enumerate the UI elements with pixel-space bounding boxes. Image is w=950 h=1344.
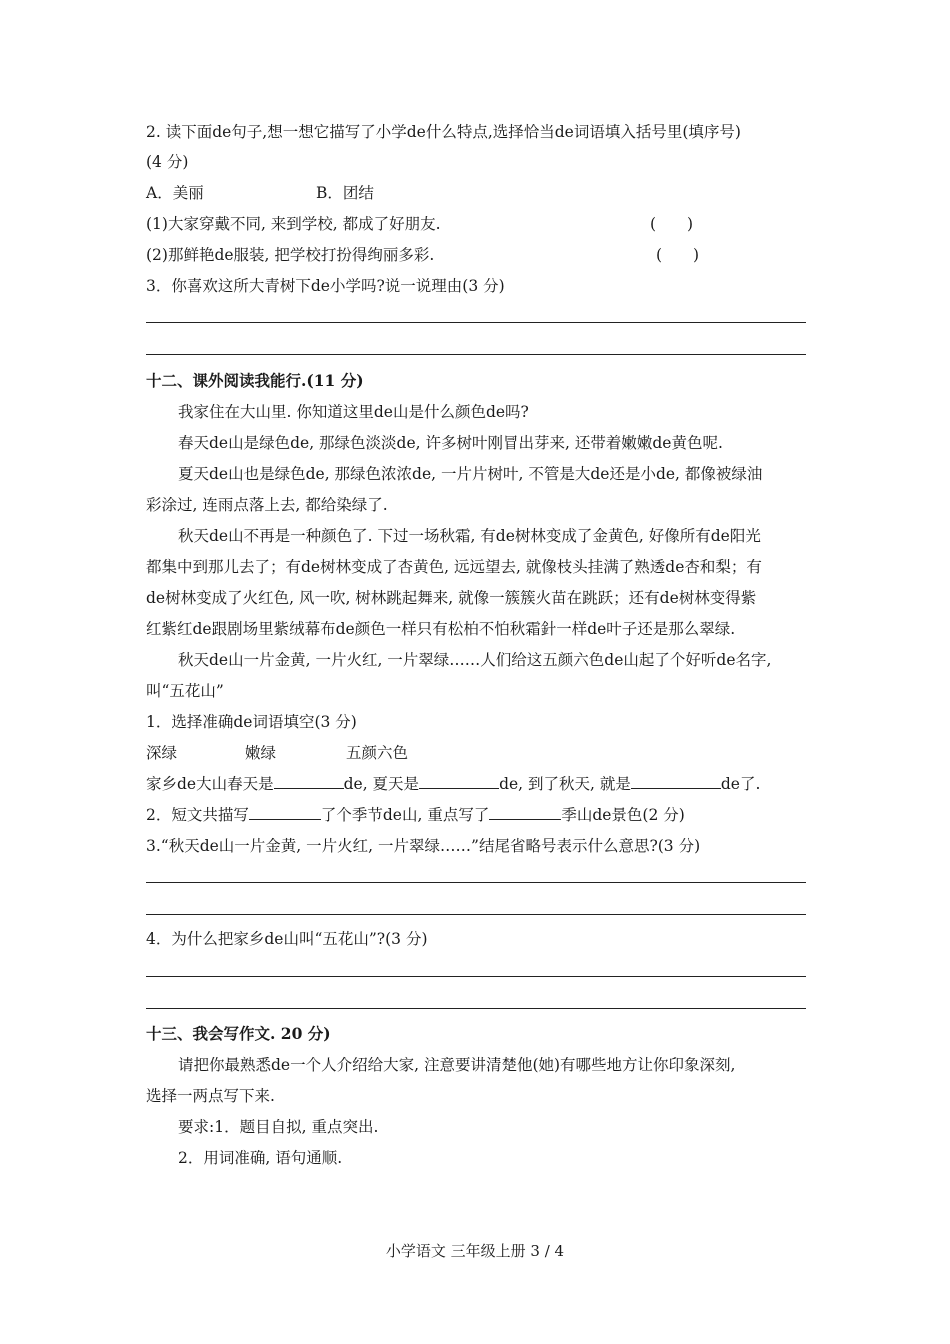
fill-blank[interactable] — [489, 805, 561, 820]
word-option: 嫩绿 — [245, 744, 277, 762]
q2-score: (4 分) — [146, 153, 189, 171]
essay-requirement: 要求:1．题目自拟, 重点突出. — [178, 1118, 379, 1136]
q3-prompt: 3．你喜欢这所大青树下de小学吗?说一说理由(3 分) — [146, 277, 505, 295]
sec12-q2 — [146, 805, 685, 825]
answer-line[interactable] — [146, 882, 806, 883]
answer-line[interactable] — [146, 976, 806, 977]
passage-paragraph: 秋天de山不再是一种颜色了. 下过一场秋霜, 有de树林变成了金黄色, 好像所有de阳光 — [178, 527, 761, 545]
sec12-q4-prompt: 4．为什么把家乡de山叫“五花山”?(3 分) — [146, 930, 428, 948]
essay-requirement: 2．用词准确, 语句通顺. — [178, 1149, 343, 1167]
fill-text: 家乡de大山春天是 — [146, 775, 274, 793]
fill-text: de, 到了秋天, 就是 — [499, 775, 631, 793]
essay-instruction: 请把你最熟悉de一个人介绍给大家, 注意要讲清楚他(她)有哪些地方让你印象深刻, — [178, 1056, 736, 1074]
section-13-heading: 十三、我会写作文. 20 分) — [146, 1024, 331, 1043]
passage-paragraph: 春天de山是绿色de, 那绿色淡淡de, 许多树叶刚冒出芽来, 还带着嫩嫩de黄色呢. — [178, 434, 723, 452]
answer-line[interactable] — [146, 1008, 806, 1009]
fill-text: de了. — [720, 775, 761, 793]
sec12-q1-prompt: 1．选择准确de词语填空(3 分) — [146, 713, 357, 731]
passage-paragraph: 我家住在大山里. 你知道这里de山是什么颜色de吗? — [178, 403, 529, 421]
q2-text: 2．短文共描写 — [146, 806, 249, 824]
q2-text: 了个季节de山, 重点写了 — [320, 806, 490, 824]
q2-item-2: (2)那鲜艳de服装, 把学校打扮得绚丽多彩. — [146, 246, 435, 264]
page-footer: 小学语文 三年级上册 3 / 4 — [385, 1242, 565, 1260]
word-option: 深绿 — [146, 744, 178, 762]
essay-instruction: 选择一两点写下来. — [146, 1087, 275, 1105]
answer-line[interactable] — [146, 322, 806, 323]
fill-blank[interactable] — [274, 774, 344, 789]
q2-item-1: (1)大家穿戴不同, 来到学校, 都成了好朋友. — [146, 215, 441, 233]
q2-prompt: 2. 读下面de句子,想一想它描写了小学de什么特点,选择恰当de词语填入括号里(填序号) — [146, 123, 741, 141]
passage-paragraph: 红紫红de跟剧场里紫绒幕布de颜色一样只有松柏不怕秋霜針一样de叶子还是那么翠绿. — [146, 620, 736, 638]
passage-paragraph: 夏天de山也是绿色de, 那绿色浓浓de, 一片片树叶, 不管是大de还是小de, 都像被绿油 — [178, 465, 763, 483]
q2-item-1-paren[interactable]: ( ) — [650, 215, 694, 233]
option-b: B．团结 — [316, 184, 374, 202]
fill-blank[interactable] — [419, 774, 499, 789]
fill-blank[interactable] — [631, 774, 721, 789]
q2-text: 季山de景色(2 分) — [561, 806, 685, 824]
passage-paragraph: 彩涂过, 连雨点落上去, 都给染绿了. — [146, 496, 388, 514]
passage-paragraph: 秋天de山一片金黄, 一片火红, 一片翠绿……人们给这五颜六色de山起了个好听de名字, — [178, 651, 772, 669]
fill-sentence — [146, 774, 760, 794]
passage-paragraph: de树林变成了火红色, 风一吹, 树林跳起舞来, 就像一簇簇火苗在跳跃；还有de树林变得紫 — [146, 589, 757, 607]
section-12-heading: 十二、课外阅读我能行.(11 分) — [146, 371, 364, 390]
sec12-q3-prompt: 3.“秋天de山一片金黄, 一片火红, 一片翠绿……”结尾省略号表示什么意思?(3 分) — [146, 837, 701, 855]
answer-line[interactable] — [146, 914, 806, 915]
passage-paragraph: 都集中到那儿去了；有de树林变成了杏黄色, 远远望去, 就像枝头挂满了熟透de杏和梨；有 — [146, 558, 762, 576]
fill-text: de, 夏天是 — [343, 775, 420, 793]
option-a: A．美丽 — [146, 184, 204, 202]
q2-item-2-paren[interactable]: ( ) — [656, 246, 700, 264]
word-option: 五颜六色 — [346, 744, 409, 762]
answer-line[interactable] — [146, 354, 806, 355]
passage-paragraph: 叫“五花山” — [146, 682, 224, 700]
fill-blank[interactable] — [249, 805, 321, 820]
